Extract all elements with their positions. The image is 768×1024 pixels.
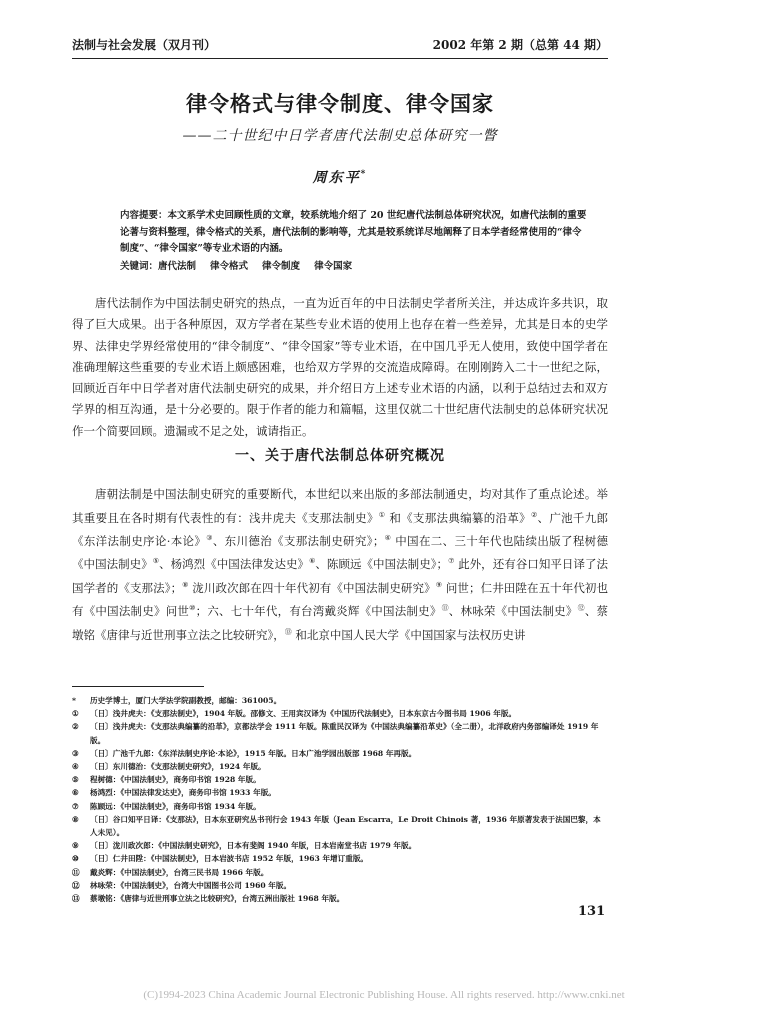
footnote-text: 〔日〕浅井虎夫：《支那法典编纂的沿革》，京都法学会 1911 年版。陈重民汉译为《中国法典编纂沿革史》（全二册），北洋政府内务部编译处 1919 年版。 [90,722,599,745]
text-run: 、蔡墩铭《唐律与近世刑事立法之比较研究》， [72,604,609,642]
footnote-ref[interactable]: ⑨ [435,580,443,589]
keyword: 唐代法制 [158,260,197,272]
footnote-mark: ④ [72,762,79,772]
footnote [72,747,608,760]
footnote [72,720,608,746]
footnote-ref[interactable]: ⑦ [448,557,455,566]
abstract-label: 内容提要： [120,210,168,221]
text-run: ；六、七十年代，有台湾戴炎辉《中国法制史》 [195,604,442,619]
footnote [72,866,608,879]
author-line [72,167,608,187]
footnote [72,813,608,839]
author-name: 周东平 [312,170,361,186]
footnote-text: 戴炎辉：《中国法制史》，台湾三民书局 1966 年版。 [90,867,269,877]
article-title: 律令格式与律令制度、律令国家 [186,91,494,116]
footnote-text: 〔日〕仁井田陞：《中国法制史》，日本岩波书店 1952 年版，1963 年增订重版。 [90,854,369,864]
footnote [72,800,608,813]
footnote-ref[interactable]: ⑫ [577,604,585,613]
footnote-ref[interactable]: ③ [206,534,213,543]
footnote-ref[interactable]: ⑪ [441,604,449,613]
abstract-block [120,208,590,275]
footnote [72,852,608,865]
section-1-paragraph [72,484,608,645]
footnote [72,707,608,720]
footnotes [72,694,608,905]
intro-paragraph: 唐代法制作为中国法制史研究的热点，一直为近百年的中日法制史学者所关注，并达成许多共识，取得了巨大成果。出于各种原因，双方学者在某些专业术语的使用上也存在着一些差异，尤其是日本的史学界、法律史学界经常使用的“律令制度”、“律令国家”等专业术语，在中国几乎无人使用，致使中国学者在准确理解这些重要的专业术语上颇感困难，也给双方学界的交流造成障碍。在刚刚跨入二十一世纪之际，回顾近百年中日学者对唐代法制史研究的成果，并介绍日方上述专业术语的内涵，以利于总结过去和双方学界的相互沟通，是十分必要的。限于作者的能力和篇幅，这里仅就二十世纪唐代法制史的总体研究状况作一个简要回顾。遗漏或不足之处，诚请指正。 [72,296,608,438]
author-footnote-mark: * [360,169,368,180]
footnote-divider [72,686,204,687]
footnote-mark: ⑥ [72,788,79,798]
journal-name: 法制与社会发展（双月刊） [72,38,217,52]
text-run: 唐朝法制是中国法制史研究的重要断代，本世纪以来出版的多部法制通史，均对其作了重点论述。举其重要且在各时期有代表性的有：浅井虎夫《支那法制史》 [72,487,608,525]
text-run: 、杨鸿烈《中国法律发达史》 [159,557,310,572]
footnote-mark: ⑧ [72,814,79,824]
footnote-mark: ⑫ [72,880,80,890]
footnote-text: 杨鸿烈：《中国法律发达史》，商务印书馆 1933 年版。 [90,788,276,798]
footnote-text: 〔日〕东川德治：《支那法制史研究》，1924 年版。 [90,762,266,772]
footnote-mark: ⑪ [72,867,80,877]
text-run: 、广池千九郎《东洋法制史序论·本论》 [72,510,609,548]
text-run: 泷川政次郎在四十年代初有《中国法制史研究》 [188,580,436,595]
text-run: 和《支那法典编纂的沿革》 [385,510,531,525]
text-run: 此外，还有谷口知平日译了法国学者的《支那法》； [72,557,609,595]
footnote-mark: ⑨ [72,841,79,851]
footnote-ref[interactable]: ⑤ [152,557,160,566]
footnote-mark: * [72,696,76,705]
footnote-mark: ⑦ [72,801,79,811]
footnote-text: 〔日〕谷口知平日译：《支那法》，日本东亚研究丛书刊行会 1943 年版（Jean Escarra，Le Droit Chinois 著，1936 年原著发表于法国巴黎，本人未见）。 [90,814,601,838]
footnote-ref[interactable]: ⑥ [309,557,316,566]
footnote-mark: ① [72,709,79,719]
footnote-ref[interactable]: ⑧ [182,580,189,589]
footnote-ref[interactable]: ⑬ [284,627,292,636]
footnote-text: 蔡墩铭：《唐律与近世刑事立法之比较研究》，台湾五洲出版社 1968 年版。 [90,894,345,904]
abstract [120,208,590,258]
running-header [72,36,608,59]
text-run: 问世；仁井田陞在五十年代初也有《中国法制史》问世 [72,580,609,619]
abstract-text: 本文系学术史回顾性质的文章，较系统地介绍了 20 世纪唐代法制总体研究状况，如唐代法制的重要论著与资料整理，律令格式的关系，唐代法制的影响等，尤其是较系统详尽地阐释了日本学者经常使用的“律令制度”、“律令国家”等专业术语的内涵。 [120,210,587,254]
footnote [72,760,608,773]
footnote [72,773,608,786]
footnote-mark: ② [72,722,79,732]
footnote-ref[interactable]: ① [378,510,386,519]
keyword: 律令制度 [262,260,301,272]
footnote [72,786,608,799]
footnote-text: 〔日〕广池千九郎：《东洋法制史序论·本论》，1915 年版。日本广池学园出版部 1968 年再版。 [90,748,417,758]
footnote-ref[interactable]: ④ [384,534,392,543]
copyright-watermark: (C)1994-2023 China Academic Journal Electronic Publishing House. All rights reserved. http://www.cnki.net [143,989,625,1001]
keywords-label: 关键词： [120,260,159,272]
intro-section [72,293,608,442]
keywords [120,259,590,276]
footnote-text: 林咏荣：《中国法制史》，台湾大中国图书公司 1960 年版。 [90,880,292,890]
footnote-mark: ⑤ [72,775,79,785]
title-block [72,88,608,187]
footnote [72,839,608,852]
footnote-text: 历史学博士，厦门大学法学院副教授，邮编：361005。 [90,696,282,705]
text-run: 、东川德治《支那法制史研究》； [212,533,385,548]
page-number: 131 [578,904,606,919]
section-heading: 一、关于唐代法制总体研究概况 [235,448,445,464]
footnote-text: 陈顾远：《中国法制史》，商务印书馆 1934 年版。 [90,801,261,811]
footnote-mark: ⑩ [72,854,79,864]
text-run: 、林咏荣《中国法制史》 [448,604,578,619]
text-run: 中国在二、三十年代也陆续出版了程树德《中国法制史》 [72,533,609,572]
footnote-ref[interactable]: ⑩ [189,604,196,613]
article-subtitle: ——二十世纪中日学者唐代法制史总体研究一瞥 [182,128,498,144]
footnote [72,694,608,707]
footnote [72,892,608,905]
footnote-mark: ⑬ [72,894,80,904]
footnote-text: 程树德：《中国法制史》，商务印书馆 1928 年版。 [90,775,261,785]
footnote-mark: ③ [72,748,79,758]
footnote-text: 〔日〕泷川政次郎：《中国法制史研究》，日本有斐阁 1940 年版，日本岩南堂书店 1979 年版。 [90,841,417,851]
section-1-body [72,484,608,645]
issue-info: 2002 年第 2 期（总第 44 期） [432,38,608,52]
footnote-ref[interactable]: ② [530,510,538,519]
keyword: 律令格式 [210,260,249,272]
text-run: 、陈顾远《中国法制史》； [315,557,449,572]
keyword: 律令国家 [314,260,353,272]
footnote-text: 〔日〕浅井虎夫：《支那法制史》，1904 年版。邵修文、王用宾汉译为《中国历代法制史》，日本东京古今图书局 1906 年版。 [90,709,517,719]
text-run: 和北京中国人民大学《中国国家与法权历史讲 [291,627,526,642]
footnote [72,879,608,892]
